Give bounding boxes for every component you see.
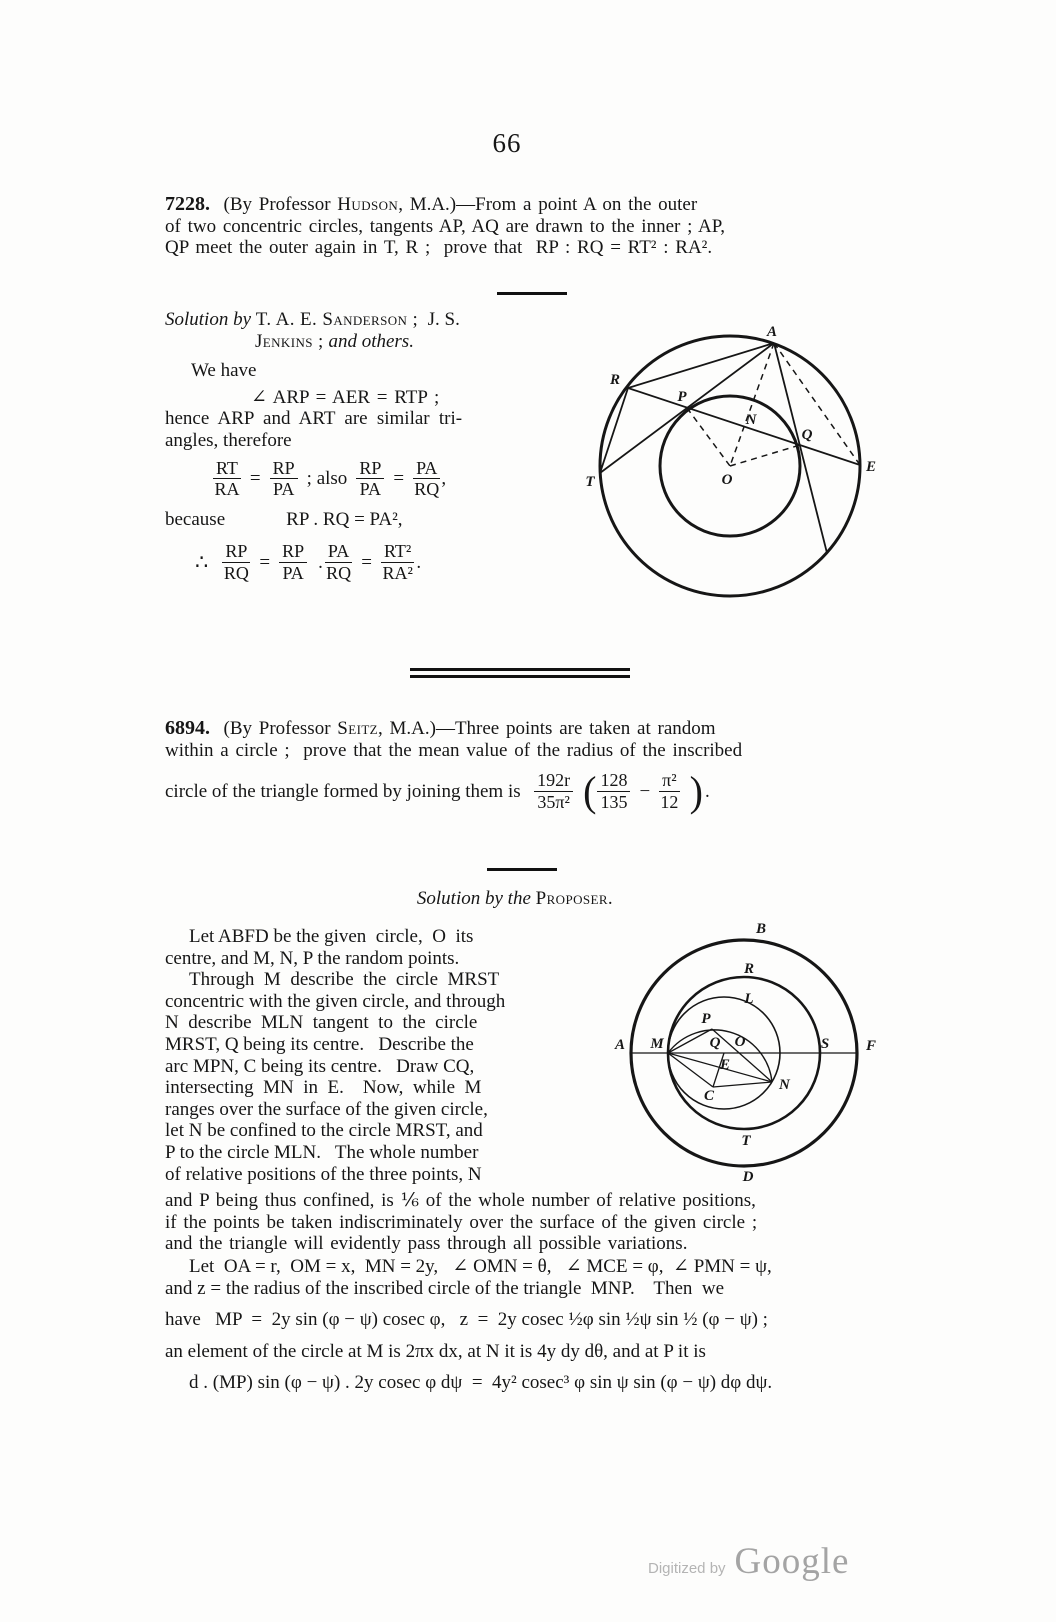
col-line: MRST, Q being its centre. Describe the <box>165 1033 474 1055</box>
problem-6894-number: 6894. <box>165 717 210 739</box>
solution-7228-heading: Solution by T. A. E. Sanderson ; J. S. <box>165 309 460 330</box>
point-label-M: M <box>650 1036 664 1052</box>
point-label-P: P <box>701 1011 711 1027</box>
full-line: and P being thus confined, is ⅙ of the whole number of relative positions, <box>165 1190 756 1211</box>
point-label-T: T <box>741 1133 751 1149</box>
divider <box>497 292 567 295</box>
equation-line: have MP = 2y sin (φ − ψ) cosec φ, z = 2y cosec ½φ sin ½ψ sin ½ (φ − ψ) ; <box>165 1309 768 1331</box>
equation-line: d . (MP) sin (φ − ψ) . 2y cosec φ dψ = 4y² cosec³ φ sin ψ sin (φ − ψ) dφ dψ. <box>189 1372 773 1394</box>
point-label-D: D <box>742 1169 754 1185</box>
we-have: We have <box>191 360 257 382</box>
point-label-S: S <box>820 1036 830 1052</box>
problem-6894-line3: circle of the triangle formed by joining them is 192r 35π² ( 128 135 − $\frac{\text{π²}}{12}$ ) . <box>165 767 710 815</box>
problem-6894-line2: within a circle ; prove that the mean value of the radius of the inscribed <box>165 739 743 761</box>
point-label-O: O <box>721 472 733 488</box>
col-line: of relative positions of the three points, N <box>165 1163 482 1185</box>
problem-7228-line3: QP meet the outer again in T, R ; prove that RP : RQ = RT² : RA². <box>165 237 713 259</box>
col-line: arc MPN, C being its centre. Draw CQ, <box>165 1055 475 1077</box>
point-label-Q: Q <box>801 427 813 443</box>
big-left-paren: ( <box>583 767 597 815</box>
author-seitz: Seitz <box>337 718 378 739</box>
problem-7228-number: 7228. <box>165 193 210 215</box>
equation-line: an element of the circle at M is 2πx dx, at N it is 4y dy dθ, and at P it is <box>165 1340 706 1362</box>
point-label-F: F <box>866 1038 877 1054</box>
author-jenkins: Jenkins ; <box>255 330 324 352</box>
point-label-R: R <box>609 372 621 388</box>
watermark <box>648 1540 849 1583</box>
col-line: Through M describe the circle MRST <box>189 969 500 991</box>
point-label-P: P <box>677 389 687 405</box>
col-line: intersecting MN in E. Now, while M <box>165 1077 482 1099</box>
full-line: and the triangle will evidently pass through all possible variations. <box>165 1233 688 1255</box>
problem-7228 <box>165 194 913 259</box>
col-line: concentric with the given circle, and through <box>165 990 506 1012</box>
digitized-by-text: Digitized by <box>648 1560 726 1577</box>
solution-7228-heading2: Jenkins ; and others. <box>255 330 414 352</box>
point-label-L: L <box>744 991 754 1007</box>
col-line: ranges over the surface of the given circle, <box>165 1098 488 1120</box>
col-line: P to the circle MLN. The whole number <box>165 1141 479 1163</box>
point-label-T: T <box>585 474 595 490</box>
col-line: let N be confined to the circle MRST, and <box>165 1120 483 1142</box>
page-number: 66 <box>492 128 522 158</box>
double-rule <box>410 668 630 678</box>
point-label-B: B <box>755 921 767 937</box>
solution-6894-fullwidth <box>165 1190 915 1255</box>
author-hudson: Hudson <box>337 194 399 215</box>
point-label-A: A <box>766 324 778 340</box>
divider <box>487 868 557 871</box>
point-label-C: C <box>703 1088 715 1104</box>
solution-6894-equations <box>165 1256 925 1394</box>
angle-equation: ∠ ARP = AER = RTP ; <box>251 386 440 408</box>
point-label-N: N <box>779 1077 790 1093</box>
col-line: Let ABFD be the given circle, O its <box>189 926 474 947</box>
problem-7228-line1: 7228. (By Professor Hudson, M.A.)—From a point A on the outer <box>165 193 698 215</box>
equation-line: and z = the radius of the inscribed circle of the triangle MNP. Then we <box>165 1277 725 1299</box>
equation-line: Let OA = r, OM = x, MN = 2y, ∠ OMN = θ, ∠ MCE = φ, ∠ PMN = ψ, <box>189 1256 772 1277</box>
fraction-equation-2: ∴ $\frac{RP}{RQ}$ = $\frac{RP}{PA}$ . $\frac{PA}{RQ}$ = $\frac{\text{RT²}}{\text{RA²}}$ . <box>195 541 422 584</box>
solution-7228-para1: hence ARP and ART are similar tri- <box>165 408 463 430</box>
fraction-equation-1: $\frac{RT}{RA}$ = $\frac{RP}{PA}$ ; also $\frac{RP}{PA}$ = $\frac{PA}{RQ}$ , <box>214 457 447 500</box>
point-label-A: A <box>614 1037 626 1053</box>
big-right-paren: ) <box>689 767 703 815</box>
point-label-O: O <box>734 1034 746 1050</box>
figure-6894 <box>598 893 900 1193</box>
point-label-N: N <box>745 412 757 428</box>
google-logo-text: Google <box>734 1541 850 1582</box>
point-label-E: E <box>866 459 877 475</box>
solution-6894-heading: Solution by the Proposer. <box>416 888 614 909</box>
point-label-R: R <box>743 961 755 977</box>
col-line: N describe MLN tangent to the circle <box>165 1012 478 1034</box>
figure-7228 <box>560 306 900 608</box>
solution-6894-column <box>165 926 585 1185</box>
problem-6894-line1: 6894. (By Professor Seitz, M.A.)—Three points are taken at random <box>165 717 716 739</box>
full-line: if the points be taken indiscriminately over the surface of the given circle ; <box>165 1211 758 1233</box>
solution-7228 <box>165 309 570 583</box>
solution-7228-para2: angles, therefore <box>165 429 292 451</box>
problem-6894 <box>165 717 913 815</box>
point-label-E: E <box>719 1057 731 1073</box>
because-line: because RP . RQ = PA², <box>165 509 403 531</box>
author-proposer: Proposer. <box>535 888 614 909</box>
problem-7228-line2: of two concentric circles, tangents AP, AQ are drawn to the inner ; AP, <box>165 215 725 237</box>
therefore-symbol: ∴ <box>195 550 209 575</box>
author-sanderson: T. A. E. Sanderson ; <box>255 309 419 330</box>
col-line: centre, and M, N, P the random points. <box>165 947 460 969</box>
point-label-Q: Q <box>709 1035 721 1051</box>
